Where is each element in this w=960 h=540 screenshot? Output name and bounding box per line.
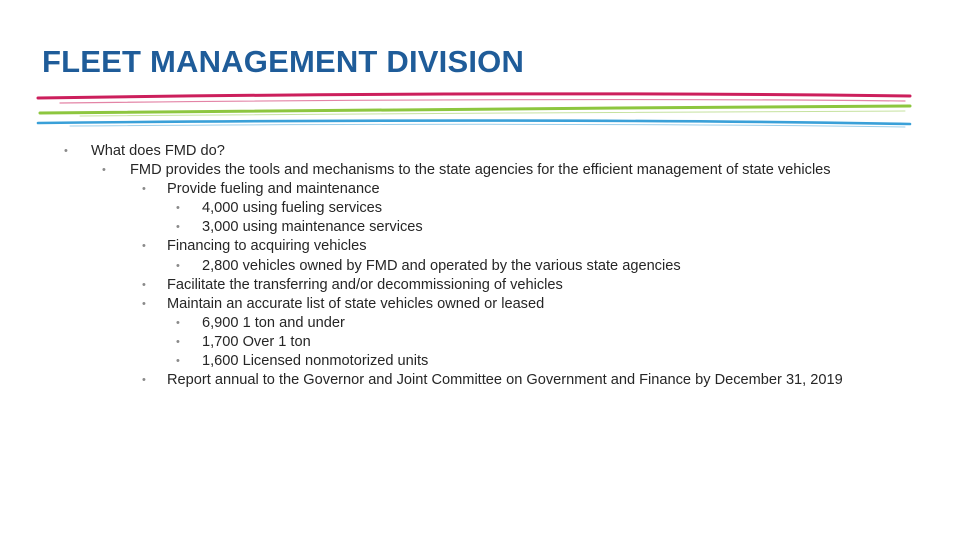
bullet-text: 1,600 Licensed nonmotorized units <box>202 353 429 370</box>
bullet-marker: • <box>176 355 180 368</box>
swoosh-line-blue <box>38 121 910 125</box>
bullet-text: What does FMD do? <box>91 143 225 159</box>
bullet-list <box>56 142 886 390</box>
bullet-item-level-3 <box>56 295 886 314</box>
bullet-text: 1,700 Over 1 ton <box>202 333 311 350</box>
bullet-item-level-3 <box>56 180 886 199</box>
bullet-marker: • <box>142 297 146 310</box>
bullet-marker: • <box>176 259 180 272</box>
bullet-marker: • <box>142 240 146 253</box>
bullet-item-level-3 <box>56 371 886 390</box>
bullet-text: Facilitate the transferring and/or decommissioning of vehicles <box>167 276 563 293</box>
bullet-marker: • <box>102 164 106 177</box>
bullet-marker: • <box>176 335 180 348</box>
bullet-item-level-3 <box>56 237 886 256</box>
bullet-text: FMD provides the tools and mechanisms to the state agencies for the efficient management of state vehicles <box>130 162 831 179</box>
decorative-swoosh-lines <box>0 88 960 134</box>
bullet-text: 3,000 using maintenance services <box>202 219 423 236</box>
bullet-marker: • <box>176 316 180 329</box>
swoosh-line-red <box>38 94 910 98</box>
bullet-marker: • <box>176 202 180 215</box>
swoosh-line-pink <box>60 100 905 103</box>
bullet-text: Report annual to the Governor and Joint Committee on Government and Finance by December 31, 2019 <box>167 372 843 389</box>
bullet-text: Maintain an accurate list of state vehicles owned or leased <box>167 295 545 312</box>
bullet-marker: • <box>142 183 146 196</box>
bullet-marker: • <box>64 145 68 157</box>
bullet-marker: • <box>176 221 180 234</box>
bullet-text: Financing to acquiring vehicles <box>167 238 367 255</box>
bullet-item-level-4 <box>56 218 886 237</box>
bullet-item-level-1 <box>56 142 886 161</box>
bullet-text: 2,800 vehicles owned by FMD and operated by the various state agencies <box>202 257 681 274</box>
bullet-item-level-4 <box>56 257 886 276</box>
bullet-item-level-4 <box>56 199 886 218</box>
bullet-item-level-3 <box>56 276 886 295</box>
bullet-text: 4,000 using fueling services <box>202 200 383 217</box>
bullet-text: 6,900 1 ton and under <box>202 314 345 331</box>
bullet-item-level-2 <box>56 161 886 180</box>
slide-title: FLEET MANAGEMENT DIVISION <box>42 44 525 79</box>
bullet-item-level-4 <box>56 333 886 352</box>
bullet-marker: • <box>142 278 146 291</box>
bullet-text: Provide fueling and maintenance <box>167 181 380 198</box>
bullet-item-level-4 <box>56 352 886 371</box>
bullet-item-level-4 <box>56 314 886 333</box>
swoosh-line-lightblue <box>70 124 905 127</box>
bullet-marker: • <box>142 374 146 387</box>
